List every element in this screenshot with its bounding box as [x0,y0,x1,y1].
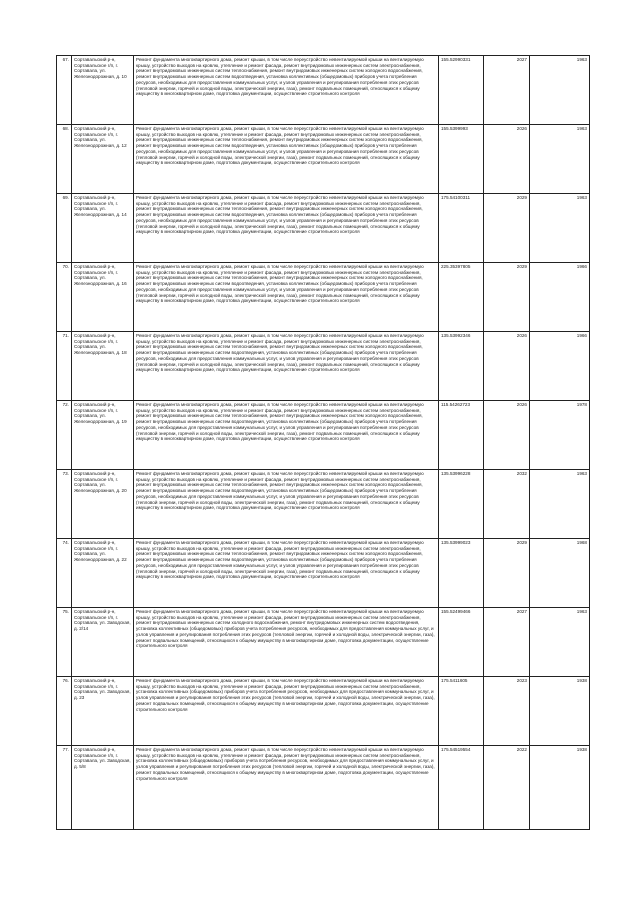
row-year: 2032 [484,470,530,539]
table-row [57,608,590,677]
row-work-description: Ремонт фундамента многоквартирного дома, ремонт крыши, в том числе переустройство невентилируемой крыши на вентилируемую крышу, устройство выходов на кровлю, утепление и ремонт фасада, ремонт внутридомовых инженерных систем электроснабжения, ремонт внутридомовых инженерных систем теплоснабжения, ремонт внутридомовых инженерных систем холодного водоснабжения, ремонт внутридомовых инженерных систем водоотведения, установка коллективных (общедомовых) приборов учета потребления ресурсов, необходимых для предоставления коммунальных услуг, и узлов управления и регулирования потребления этих ресурсов (тепловой энергии, горячей и холодной воды, электрической энергии, газа), ремонт подвальных помещений, относящихся к общему имуществу в многоквартирном доме, подготовка документации, осуществление строительного контроля [134,401,439,470]
row-work-description: Ремонт фундамента многоквартирного дома, ремонт крыши, в том числе переустройство невентилируемой крыши на вентилируемую крышу, устройство выходов на кровлю, утепление и ремонт фасада, ремонт внутридомовых инженерных систем электроснабжения, ремонт внутридомовых инженерных систем холодного водоснабжения, ремонт внутридомовых инженерных систем водоотведения, установка коллективных (общедомовых) приборов учета потребления ресурсов, необходимых для предоставления коммунальных услуг, и узлов управления и регулирования потребления этих ресурсов (тепловой энергии, горячей и холодной воды, электрической энергии, газа), ремонт подвальных помещений, относящихся к общему имуществу в многоквартирном доме, подготовка документации, осуществление строительного контроля [134,608,439,677]
row-year: 2026 [484,125,530,194]
row-year: 2029 [484,194,530,263]
row-year: 2029 [484,263,530,332]
row-work-description: Ремонт фундамента многоквартирного дома, ремонт крыши, в том числе переустройство невентилируемой крыши на вентилируемую крышу, устройство выходов на кровлю, утепление и ремонт фасада, ремонт внутридомовых инженерных систем электроснабжения, ремонт внутридомовых инженерных систем теплоснабжения, ремонт внутридомовых инженерных систем холодного водоснабжения, ремонт внутридомовых инженерных систем водоотведения, установка коллективных (общедомовых) приборов учета потребления ресурсов, необходимых для предоставления коммунальных услуг, и узлов управления и регулирования потребления этих ресурсов (тепловой энергии, горячей и холодной воды, электрической энергии, газа), ремонт подвальных помещений, относящихся к общему имуществу в многоквартирном доме, подготовка документации, осуществление строительного контроля [134,539,439,608]
row-address: Сортавальский р-н, Сортавальское г/п, г. Сортавала, ул. Заводская, д. 2/14 [72,608,134,677]
row-work-description: Ремонт фундамента многоквартирного дома, ремонт крыши, в том числе переустройство невентилируемой крыши на вентилируемую крышу, устройство выходов на кровлю, утепление и ремонт фасада, ремонт внутридомовых инженерных систем электроснабжения, установка коллективных (общедомовых) приборов учета потребления ресурсов, необходимых для предоставления коммунальных услуг, и узлов управления и регулирования потребления этих ресурсов (тепловой энергии, горячей и холодной воды, электрической энергии, газа), ремонт подвальных помещений, относящихся к общему имуществу в многоквартирном доме, подготовка документации, осуществление строительного контроля [134,746,439,830]
row-number: 77. [57,746,72,830]
row-address: Сортавальский р-н, Сортавальское г/п, г. Сортавала, ул. Заводская, д. 23 [72,677,134,746]
row-work-description: Ремонт фундамента многоквартирного дома, ремонт крыши, в том числе переустройство невентилируемой крыши на вентилируемую крышу, устройство выходов на кровлю, утепление и ремонт фасада, ремонт внутридомовых инженерных систем электроснабжения, ремонт внутридомовых инженерных систем теплоснабжения, ремонт внутридомовых инженерных систем холодного водоснабжения, ремонт внутридомовых инженерных систем водоотведения, установка коллективных (общедомовых) приборов учета потребления ресурсов, необходимых для предоставления коммунальных услуг, и узлов управления и регулирования потребления этих ресурсов (тепловой энергии, горячей и холодной воды, электрической энергии, газа), ремонт подвальных помещений, относящихся к общему имуществу в многоквартирном доме, подготовка документации, осуществление строительного контроля [134,125,439,194]
row-address: Сортавальский р-н, Сортавальское г/п, г. Сортавала, ул. Железнодорожная, д. 10 [72,56,134,125]
row-built-year: 1963 [530,125,590,194]
row-cost: 155.5399993 [439,125,484,194]
row-cost: 175.54100311 [439,194,484,263]
table-row [57,401,590,470]
row-work-description: Ремонт фундамента многоквартирного дома, ремонт крыши, в том числе переустройство невентилируемой крыши на вентилируемую крышу, устройство выходов на кровлю, утепление и ремонт фасада, ремонт внутридомовых инженерных систем электроснабжения, ремонт внутридомовых инженерных систем теплоснабжения, ремонт внутридомовых инженерных систем холодного водоснабжения, ремонт внутридомовых инженерных систем водоотведения, установка коллективных (общедомовых) приборов учета потребления ресурсов, необходимых для предоставления коммунальных услуг, и узлов управления и регулирования потребления этих ресурсов (тепловой энергии, горячей и холодной воды, электрической энергии, газа), ремонт подвальных помещений, относящихся к общему имуществу в многоквартирном доме, подготовка документации, осуществление строительного контроля [134,470,439,539]
row-number: 76. [57,677,72,746]
row-built-year: 1938 [530,746,590,830]
row-address: Сортавальский р-н, Сортавальское г/п, г. Сортавала, ул. Заводская, д. 5/8 [72,746,134,830]
row-address: Сортавальский р-н, Сортавальское г/п, г. Сортавала, ул. Железнодорожная, д. 22 [72,539,134,608]
row-address: Сортавальский р-н, Сортавальское г/п, г. Сортавала, ул. Железнодорожная, д. 19 [72,401,134,470]
table-row [57,56,590,125]
row-cost: 135.53999023 [439,539,484,608]
row-cost: 175.54519554 [439,746,484,830]
row-year: 2026 [484,401,530,470]
row-year: 2027 [484,56,530,125]
row-cost: 175.5411605 [439,677,484,746]
row-built-year: 1968 [530,539,590,608]
row-address: Сортавальский р-н, Сортавальское г/п, г. Сортавала, ул. Железнодорожная, д. 20 [72,470,134,539]
row-number: 69. [57,194,72,263]
table-row [57,332,590,401]
row-year: 2023 [484,677,530,746]
row-cost: 155.52499466 [439,608,484,677]
row-built-year: 1963 [530,194,590,263]
row-number: 67. [57,56,72,125]
row-number: 74. [57,539,72,608]
row-cost: 135.53992346 [439,332,484,401]
row-number: 68. [57,125,72,194]
row-built-year: 1938 [530,677,590,746]
row-year: 2029 [484,539,530,608]
table-row [57,746,590,830]
row-built-year: 1963 [530,608,590,677]
row-built-year: 1966 [530,332,590,401]
row-cost: 155.52990331 [439,56,484,125]
row-cost: 225.35397805 [439,263,484,332]
row-address: Сортавальский р-н, Сортавальское г/п, г. Сортавала, ул. Железнодорожная, д. 12 [72,125,134,194]
row-number: 73. [57,470,72,539]
row-year: 2027 [484,608,530,677]
row-year: 2026 [484,332,530,401]
document-page [56,55,589,830]
table-body [57,56,590,830]
table-row [57,263,590,332]
row-work-description: Ремонт фундамента многоквартирного дома, ремонт крыши, в том числе переустройство невентилируемой крыши на вентилируемую крышу, устройство выходов на кровлю, утепление и ремонт фасада, ремонт внутридомовых инженерных систем электроснабжения, установка коллективных (общедомовых) приборов учета потребления ресурсов, необходимых для предоставления коммунальных услуг, и узлов управления и регулирования потребления этих ресурсов (тепловой энергии, горячей и холодной воды, электрической энергии, газа), ремонт подвальных помещений, относящихся к общему имуществу в многоквартирном доме, подготовка документации, осуществление строительного контроля [134,677,439,746]
table-row [57,677,590,746]
table-row [57,470,590,539]
row-work-description: Ремонт фундамента многоквартирного дома, ремонт крыши, в том числе переустройство невентилируемой крыши на вентилируемую крышу, устройство выходов на кровлю, утепление и ремонт фасада, ремонт внутридомовых инженерных систем электроснабжения, ремонт внутридомовых инженерных систем теплоснабжения, ремонт внутридомовых инженерных систем холодного водоснабжения, ремонт внутридомовых инженерных систем водоотведения, установка коллективных (общедомовых) приборов учета потребления ресурсов, необходимых для предоставления коммунальных услуг, и узлов управления и регулирования потребления этих ресурсов (тепловой энергии, горячей и холодной воды, электрической энергии, газа), ремонт подвальных помещений, относящихся к общему имуществу в многоквартирном доме, подготовка документации, осуществление строительного контроля [134,56,439,125]
row-built-year: 1963 [530,470,590,539]
row-cost: 115.54262723 [439,401,484,470]
row-number: 72. [57,401,72,470]
table-row [57,194,590,263]
row-work-description: Ремонт фундамента многоквартирного дома, ремонт крыши, в том числе переустройство невентилируемой крыши на вентилируемую крышу, устройство выходов на кровлю, утепление и ремонт фасада, ремонт внутридомовых инженерных систем электроснабжения, ремонт внутридомовых инженерных систем теплоснабжения, ремонт внутридомовых инженерных систем холодного водоснабжения, ремонт внутридомовых инженерных систем водоотведения, установка коллективных (общедомовых) приборов учета потребления ресурсов, необходимых для предоставления коммунальных услуг, и узлов управления и регулирования потребления этих ресурсов (тепловой энергии, горячей и холодной воды, электрической энергии, газа), ремонт подвальных помещений, относящихся к общему имуществу в многоквартирном доме, подготовка документации, осуществление строительного контроля [134,263,439,332]
row-built-year: 1963 [530,56,590,125]
capital-repair-table [56,55,590,830]
row-cost: 135.53996228 [439,470,484,539]
table-row [57,539,590,608]
row-address: Сортавальский р-н, Сортавальское г/п, г. Сортавала, ул. Железнодорожная, д. 18 [72,332,134,401]
row-number: 71. [57,332,72,401]
row-year: 2022 [484,746,530,830]
row-address: Сортавальский р-н, Сортавальское г/п, г. Сортавала, ул. Железнодорожная, д. 16 [72,263,134,332]
row-built-year: 1966 [530,263,590,332]
row-work-description: Ремонт фундамента многоквартирного дома, ремонт крыши, в том числе переустройство невентилируемой крыши на вентилируемую крышу, устройство выходов на кровлю, утепление и ремонт фасада, ремонт внутридомовых инженерных систем электроснабжения, ремонт внутридомовых инженерных систем теплоснабжения, ремонт внутридомовых инженерных систем холодного водоснабжения, ремонт внутридомовых инженерных систем водоотведения, установка коллективных (общедомовых) приборов учета потребления ресурсов, необходимых для предоставления коммунальных услуг, и узлов управления и регулирования потребления этих ресурсов (тепловой энергии, горячей и холодной воды, электрической энергии, газа), ремонт подвальных помещений, относящихся к общему имуществу в многоквартирном доме, подготовка документации, осуществление строительного контроля [134,194,439,263]
row-number: 75. [57,608,72,677]
row-address: Сортавальский р-н, Сортавальское г/п, г. Сортавала, ул. Железнодорожная, д. 14 [72,194,134,263]
row-work-description: Ремонт фундамента многоквартирного дома, ремонт крыши, в том числе переустройство невентилируемой крыши на вентилируемую крышу, устройство выходов на кровлю, утепление и ремонт фасада, ремонт внутридомовых инженерных систем электроснабжения, ремонт внутридомовых инженерных систем теплоснабжения, ремонт внутридомовых инженерных систем холодного водоснабжения, ремонт внутридомовых инженерных систем водоотведения, установка коллективных (общедомовых) приборов учета потребления ресурсов, необходимых для предоставления коммунальных услуг, и узлов управления и регулирования потребления этих ресурсов (тепловой энергии, горячей и холодной воды, электрической энергии, газа), ремонт подвальных помещений, относящихся к общему имуществу в многоквартирном доме, подготовка документации, осуществление строительного контроля [134,332,439,401]
row-built-year: 1978 [530,401,590,470]
table-row [57,125,590,194]
row-number: 70. [57,263,72,332]
